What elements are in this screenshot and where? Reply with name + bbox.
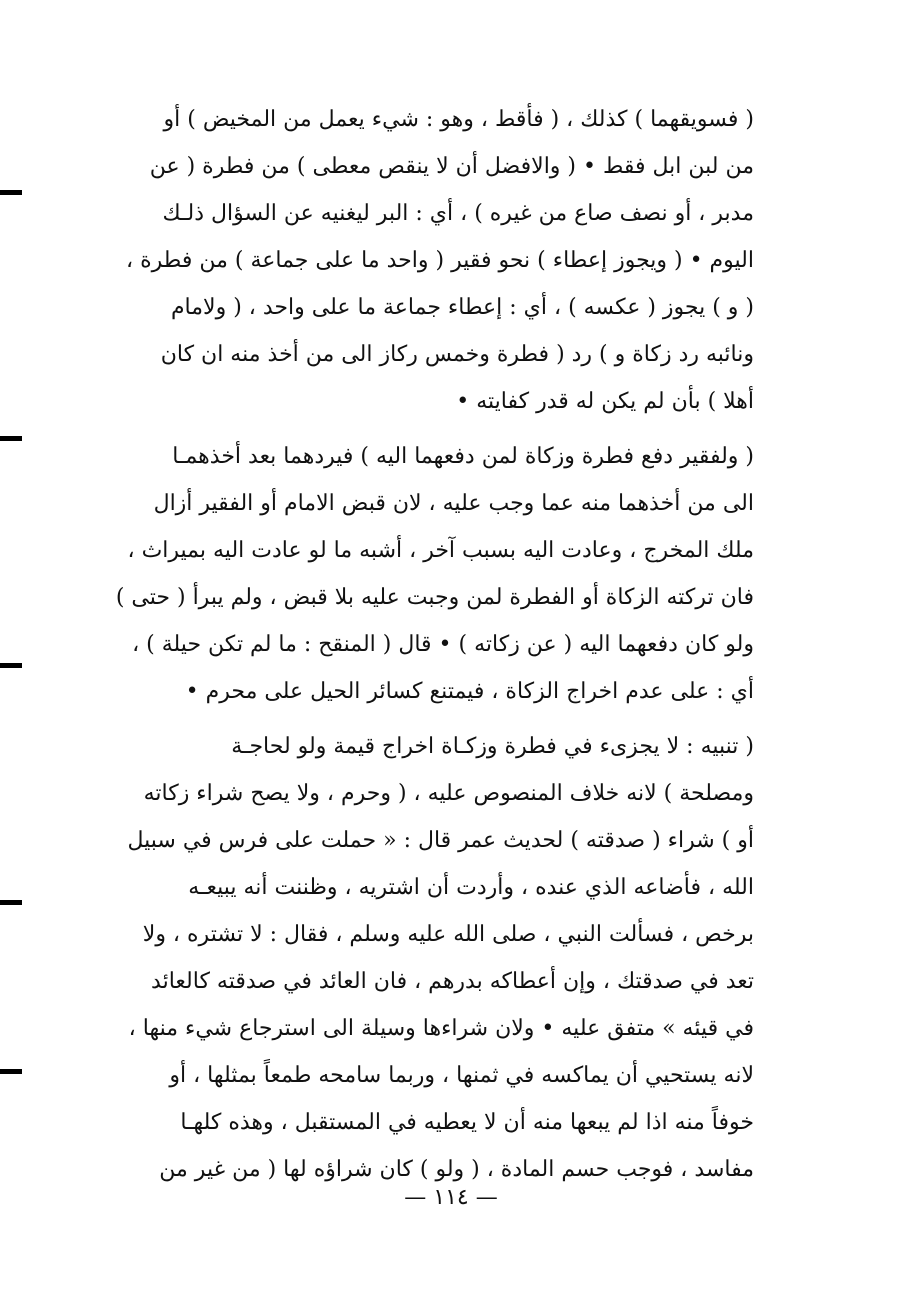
text-line: في قيئه » متفق عليه • ولان شراءها وسيلة الى استرجاع شيء منها ،	[128, 1016, 754, 1041]
text-line: أي : على عدم اخراج الزكاة ، فيمتنع كسائر الحيل على محرم •	[185, 679, 754, 704]
text-line: الى من أخذهما منه عما وجب عليه ، لان قبض الامام أو الفقير أزال	[153, 491, 754, 516]
text-line: لانه يستحيي أن يماكسه في ثمنها ، وربما سامحه طمعاً بمثلها ، أو	[169, 1063, 754, 1088]
text-line: مفاسد ، فوجب حسم المادة ، ( ولو ) كان شراؤه لها ( من غير من	[159, 1157, 754, 1182]
text-line: من لبن ابل فقط • ( والافضل أن لا ينقص معطى ) من فطرة ( عن	[149, 154, 754, 179]
binding-mark	[0, 900, 22, 905]
body-text	[108, 96, 754, 1193]
paragraph	[108, 433, 754, 715]
binding-mark	[0, 436, 22, 441]
text-line: ( تنبيه : لا يجزىء في فطرة وزكـاة اخراج قيمة ولو لحاجـة	[231, 734, 754, 759]
text-line: ونائبه رد زكاة و ) رد ( فطرة وخمس ركاز الى من أخذ منه ان كان	[160, 342, 754, 367]
text-line: مدبر ، أو نصف صاع من غيره ) ، أي : البر ليغنيه عن السؤال ذلـك	[162, 201, 754, 226]
page-number: — ١١٤ —	[404, 1185, 498, 1210]
text-line: اليوم • ( ويجوز إعطاء ) نحو فقير ( واحد ما على جماعة ) من فطرة ،	[126, 248, 754, 273]
text-line: ( فسويقهما ) كذلك ، ( فأقط ، وهو : شيء يعمل من المخيض ) أو	[163, 107, 754, 132]
text-line: ومصلحة ) لانه خلاف المنصوص عليه ، ( وحرم ، ولا يصح شراء زكاته	[143, 781, 754, 806]
paragraph-gap	[108, 425, 754, 433]
paragraph	[108, 723, 754, 1193]
binding-mark	[0, 1069, 22, 1074]
binding-mark	[0, 190, 22, 195]
text-line: خوفاً منه اذا لم يبعها منه أن لا يعطيه في المستقبل ، وهذه كلهـا	[180, 1110, 754, 1135]
text-line: الله ، فأضاعه الذي عنده ، وأردت أن اشتريه ، وظننت أنه يبيعـه	[188, 875, 754, 900]
text-line: تعد في صدقتك ، وإن أعطاكه بدرهم ، فان العائد في صدقته كالعائد	[151, 969, 754, 994]
text-line: ملك المخرج ، وعادت اليه بسبب آخر ، أشبه ما لو عادت اليه بميراث ،	[127, 538, 754, 563]
text-line: أو ) شراء ( صدقته ) لحديث عمر قال : « حملت على فرس في سبيل	[127, 828, 754, 853]
text-line: ( و ) يجوز ( عكسه ) ، أي : إعطاء جماعة ما على واحد ، ( ولامام	[170, 295, 754, 320]
text-line: فان تركته الزكاة أو الفطرة لمن وجبت عليه بلا قبض ، ولم يبرأ ( حتى )	[115, 585, 754, 610]
paragraph-gap	[108, 715, 754, 723]
text-line: أهلا ) بأن لم يكن له قدر كفايته •	[456, 389, 754, 414]
paragraph	[108, 96, 754, 425]
text-line: ( ولفقير دفع فطرة وزكاة لمن دفعهما اليه ) فيردهما بعد أخذهمـا	[172, 444, 754, 469]
text-line: برخص ، فسألت النبي ، صلى الله عليه وسلم ، فقال : لا تشتره ، ولا	[142, 922, 754, 947]
binding-mark	[0, 663, 22, 668]
text-line: ولو كان دفعهما اليه ( عن زكاته ) • قال ( المنقح : ما لم تكن حيلة ) ،	[132, 632, 754, 657]
